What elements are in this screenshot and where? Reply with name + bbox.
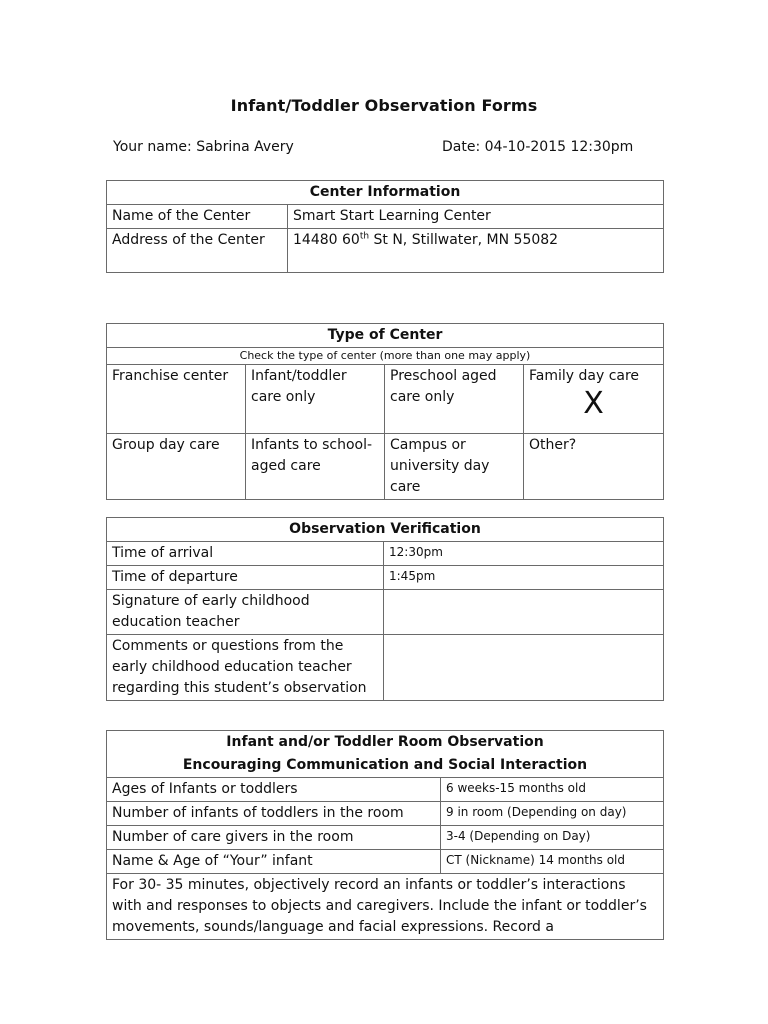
signature-label: Signature of early childhood education teacher <box>107 590 384 635</box>
room-observation-heading: Infant and/or Toddler Room Observation <box>107 731 664 755</box>
center-name-value: Smart Start Learning Center <box>288 205 664 229</box>
caregiver-count-label: Number of care givers in the room <box>107 826 441 850</box>
date-label: Date: <box>442 139 481 155</box>
option-preschool-only: Preschool aged care only <box>385 365 524 434</box>
your-infant-label: Name & Age of “Your” infant <box>107 850 441 874</box>
date-value: 04-10-2015 12:30pm <box>484 139 634 155</box>
observation-instructions: For 30- 35 minutes, objectively record an infants or toddler’s interactions with and responses to objects and caregivers. Include the infant or toddler’s movements, sounds/language and facial expressions. Record a <box>107 874 664 940</box>
option-campus-day-care: Campus or university day care <box>385 434 524 500</box>
arrival-label: Time of arrival <box>107 542 384 566</box>
your-infant-value: CT (Nickname) 14 months old <box>441 850 664 874</box>
room-observation-subheading: Encouraging Communication and Social Interaction <box>107 754 664 778</box>
departure-label: Time of departure <box>107 566 384 590</box>
center-type-heading: Type of Center <box>107 324 664 348</box>
infant-count-value: 9 in room (Depending on day) <box>441 802 664 826</box>
ages-value: 6 weeks-15 months old <box>441 778 664 802</box>
name-value: Sabrina Avery <box>196 139 294 155</box>
room-observation-table <box>106 730 664 940</box>
comments-value <box>384 635 664 701</box>
ages-label: Ages of Infants or toddlers <box>107 778 441 802</box>
center-name-label: Name of the Center <box>107 205 288 229</box>
center-information-table <box>106 180 664 273</box>
signature-value <box>384 590 664 635</box>
comments-label: Comments or questions from the early childhood education teacher regarding this student’s observation <box>107 635 384 701</box>
center-address-value: 14480 60th St N, Stillwater, MN 55082 <box>288 229 664 273</box>
name-label: Your name: <box>113 139 192 155</box>
option-infant-toddler-only: Infant/toddler care only <box>246 365 385 434</box>
option-group-day-care: Group day care <box>107 434 246 500</box>
infant-count-label: Number of infants of toddlers in the room <box>107 802 441 826</box>
date-line <box>442 139 633 155</box>
option-infants-to-school-aged: Infants to school-aged care <box>246 434 385 500</box>
verification-heading: Observation Verification <box>107 518 664 542</box>
caregiver-count-value: 3-4 (Depending on Day) <box>441 826 664 850</box>
family-day-care-label: Family day care <box>529 368 640 384</box>
center-type-instruction: Check the type of center (more than one may apply) <box>107 348 664 365</box>
option-franchise-center: Franchise center <box>107 365 246 434</box>
student-name-line <box>113 139 294 155</box>
departure-value: 1:45pm <box>384 566 664 590</box>
center-info-heading: Center Information <box>107 181 664 205</box>
option-family-day-care <box>524 365 664 434</box>
arrival-value: 12:30pm <box>384 542 664 566</box>
center-type-table <box>106 323 664 500</box>
checked-x-mark: X <box>583 386 604 421</box>
form-title: Infant/Toddler Observation Forms <box>230 96 538 115</box>
observation-verification-table <box>106 517 664 701</box>
center-address-label: Address of the Center <box>107 229 288 273</box>
option-other: Other? <box>524 434 664 500</box>
